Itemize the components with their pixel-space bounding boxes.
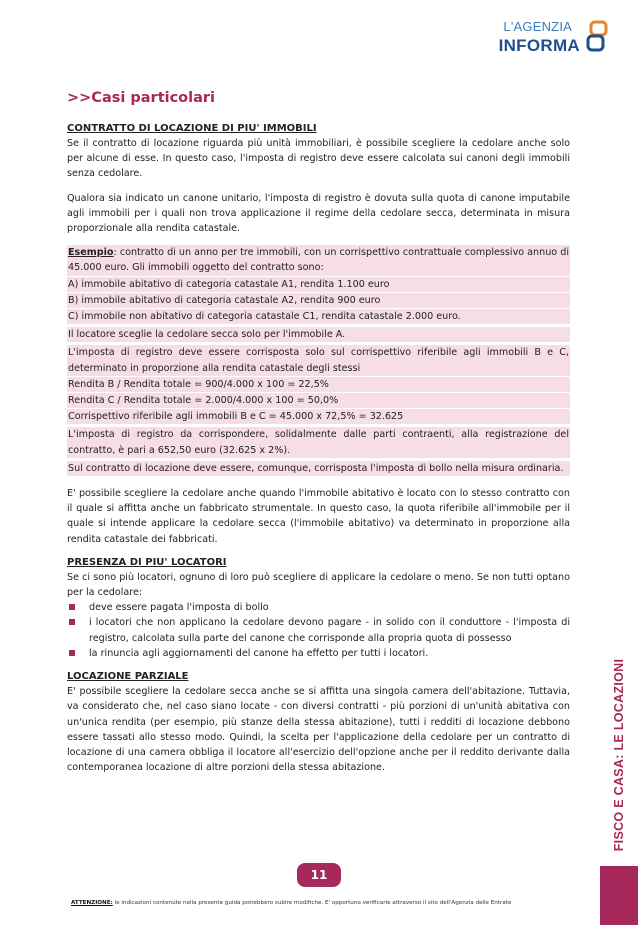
page-number: 11 — [297, 863, 341, 887]
example-box — [67, 245, 570, 477]
example-intro-text: : contratto di un anno per tre immobili, con un corrispettivo contrattuale complessivo annuo di 45.000 euro. Gli immobili oggetto del contratto sono: — [68, 247, 569, 274]
agenzia-informa-logo — [500, 14, 610, 64]
paragraph: Qualora sia indicato un canone unitario, l'imposta di registro è dovuta sulla quota di canone imputabile agli immobili per i quali non trova applicazione il regime della cedolare secca, determinata in misura proporzionale alla rendita catastale. — [67, 192, 570, 235]
example-stamp: Sul contratto di locazione deve essere, comunque, corrisposta l'imposta di bollo nella misura ordinaria. — [67, 459, 570, 477]
section-title: >>Casi particolari — [67, 90, 216, 106]
heading-multiple-properties: CONTRATTO DI LOCAZIONE DI PIU' IMMOBILI — [67, 123, 317, 134]
list-item: i locatori che non applicano la cedolare devono pagare - in solido con il conduttore - l'imposta di registro, calcolata sulla parte del canone che corrisponde alla propria quota di possesso — [67, 615, 570, 645]
heading-partial-lease: LOCAZIONE PARZIALE — [67, 671, 189, 683]
example-registration: L'imposta di registro da corrispondere, solidalmente dalle parti contraenti, alla registrazione del contratto, è pari a 652,50 euro (32.625 x 2%). — [67, 425, 570, 458]
sidebar-color-bar — [600, 866, 638, 925]
example-intro — [67, 245, 570, 276]
paragraph: Se il contratto di locazione riguarda più unità immobiliari, è possibile scegliere la cedolare anche solo per alcune di esse. In questo caso, l'imposta di registro deve essere calcolata sui canoni degli immobili senza cedolare. — [67, 138, 570, 180]
example-calc-c: Rendita C / Rendita totale = 2.000/4.000 x 100 = 50,0% — [67, 393, 570, 409]
page-content — [67, 122, 570, 775]
logo-top-text: L'AGENZIA — [503, 19, 572, 34]
example-item-a: A) immobile abitativo di categoria catastale A1, rendita 1.100 euro — [67, 277, 570, 293]
logo-mark-icon — [586, 20, 610, 54]
list-item: la rinuncia agli aggiornamenti del canone ha effetto per tutti i locatori. — [67, 646, 570, 661]
landlords-list — [67, 600, 570, 661]
example-item-b: B) immobile abitativo di categoria catastale A2, rendita 900 euro — [67, 293, 570, 309]
paragraph: E' possibile scegliere la cedolare anche quando l'immobile abitativo è locato con lo stesso contratto con il quale si affitta anche un fabbricato strumentale. In questo caso, la quota riferibile all'immobile per il quale si intende applicare la cedolare secca (l'immobile abitativo) va determinato in proporzione alla rendita catastale dei fabbricati. — [67, 488, 570, 545]
sidebar-label-text: FISCO E CASA: LE LOCAZIONI — [612, 658, 626, 852]
sidebar-section-label — [600, 640, 638, 870]
example-calc-intro: L'imposta di registro deve essere corrisposta solo sul corrispettivo riferibile agli immobili B e C, determinato in proporzione alla rendita catastale degli stessi — [67, 343, 570, 376]
logo-bottom-text: INFORMA — [498, 36, 580, 55]
paragraph: E' possibile scegliere la cedolare secca anche se si affitta una singola camera dell'abitazione. Tuttavia, va considerato che, nel caso siano locate - con diversi contratti - più porzioni di un'unità abitativa con un'unica rendita (per esempio, più stanze della stessa abitazione), tutti i redditi di locazione debbono essere tassati allo stesso modo. Quindi, la scelta per l'applicazione della cedolare per un contratto di locazione di una camera obbliga il locatore all'esercizio dell'opzione anche per il reddito derivante dalla contemporanea locazione di altre porzioni della stessa abitazione. — [67, 686, 570, 774]
example-choice: Il locatore sceglie la cedolare secca solo per l'immobile A. — [67, 325, 570, 343]
example-item-c: C) immobile non abitativo di categoria catastale C1, rendita catastale 2.000 euro. — [67, 309, 570, 325]
footer-note — [71, 900, 511, 906]
heading-multiple-landlords: PRESENZA DI PIU' LOCATORI — [67, 556, 227, 568]
example-label: Esempio — [68, 247, 114, 259]
footer-text: le indicazioni contenute nella presente guida potrebbero subire modifiche. E' opportuno verificarle attraverso il sito dell'Agenzia delle Entrate — [112, 900, 512, 906]
paragraph: Se ci sono più locatori, ognuno di loro può scegliere di applicare la cedolare o meno. Se non tutti optano per la cedolare: — [67, 571, 570, 599]
list-item: deve essere pagata l'imposta di bollo — [67, 600, 570, 615]
footer-label: ATTENZIONE: — [71, 900, 113, 906]
example-calc-bc: Corrispettivo riferibile agli immobili B e C = 45.000 x 72,5% = 32.625 — [67, 409, 570, 425]
example-calc-b: Rendita B / Rendita totale = 900/4.000 x 100 = 22,5% — [67, 377, 570, 393]
